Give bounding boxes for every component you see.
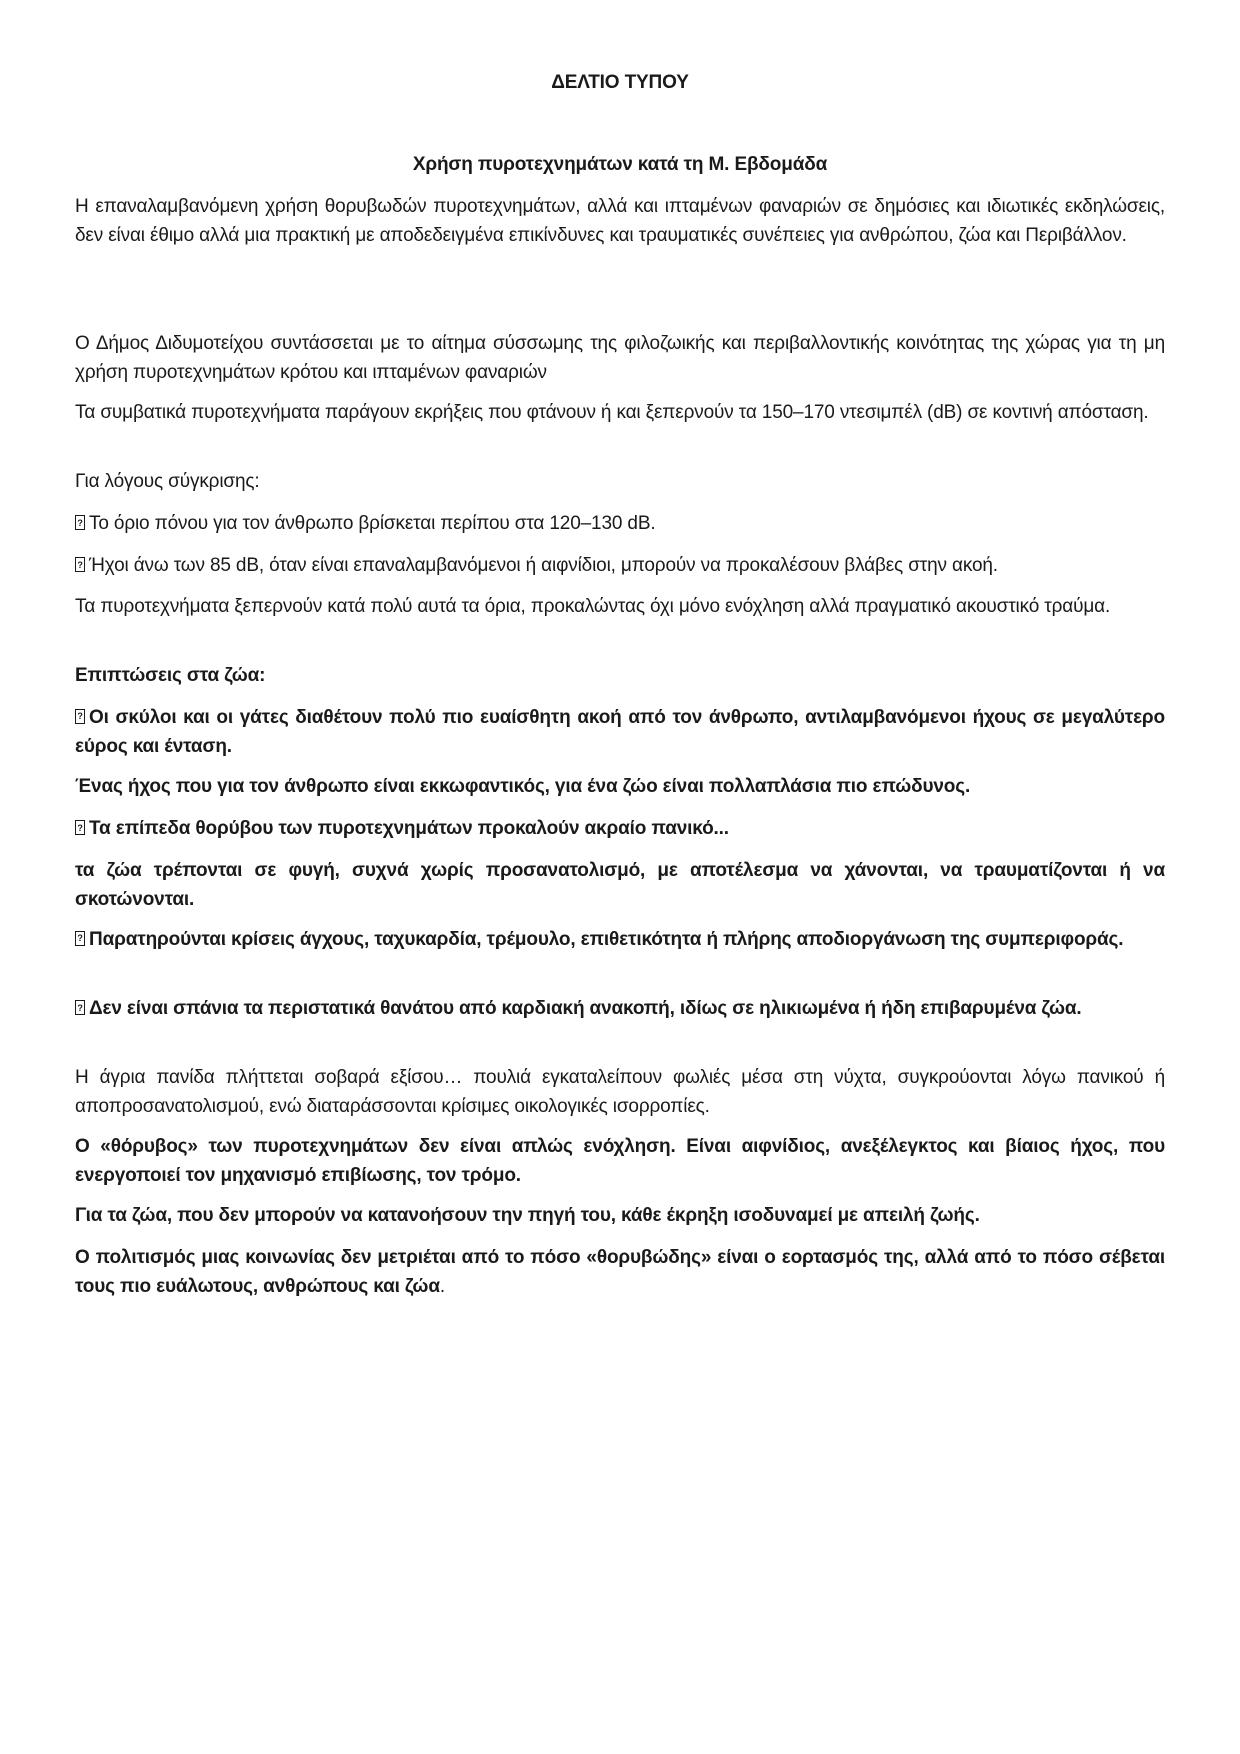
list-item: ?Παρατηρούνται κρίσεις άγχους, ταχυκαρδία, τρέμουλο, επιθετικότητα ή πλήρης αποδιοργάνωση της συμπεριφοράς. — [75, 925, 1165, 954]
comparison-intro: Για λόγους σύγκρισης: — [75, 471, 260, 492]
threat-paragraph: Για τα ζώα, που δεν μπορούν να κατανοήσουν την πηγή του, κάθε έκρηξη ισοδυναμεί με απειλή ζωής. — [75, 1205, 980, 1226]
municipality-paragraph: Ο Δήμος Διδυμοτείχου συντάσσεται με το αίτημα σύσσωμης της φιλοζωικής και περιβαλλοντικής κοινότητας της χώρας για τη μη χρήση πυροτεχνημάτων κρότου και ιπταμένων φαναριών — [75, 333, 1165, 383]
missing-glyph-icon — [75, 709, 85, 724]
list-item: ?Τα επίπεδα θορύβου των πυροτεχνημάτων προκαλούν ακραίο πανικό... — [75, 814, 1165, 844]
decibel-paragraph: Τα συμβατικά πυροτεχνήματα παράγουν εκρήξεις που φτάνουν ή και ξεπερνούν τα 150–170 ντεσιμπέλ (dB) σε κοντινή απόσταση. — [75, 402, 1149, 423]
document-subtitle: Χρήση πυροτεχνημάτων κατά τη Μ. Εβδομάδα — [412, 154, 828, 175]
list-item: ?Το όριο πόνου για τον άνθρωπο βρίσκεται περίπου στα 120–130 dB. — [75, 509, 1165, 539]
list-item: ?Οι σκύλοι και οι γάτες διαθέτουν πολύ πιο ευαίσθητη ακοή από τον άνθρωπο, αντιλαμβανόμενοι ήχους σε μεγαλύτερο εύρος και ένταση. — [75, 703, 1165, 761]
emphasis-paragraph: Ένας ήχος που για τον άνθρωπο είναι εκκωφαντικός, για ένα ζώο είναι πολλαπλάσια πιο επώδυνος. — [75, 776, 971, 797]
document-title: ΔΕΛΤΙΟ ΤΥΠΟΥ — [551, 72, 689, 93]
trauma-paragraph: Τα πυροτεχνήματα ξεπερνούν κατά πολύ αυτά τα όρια, προκαλώντας όχι μόνο ενόχληση αλλά πραγματικό ακουστικό τραύμα. — [75, 596, 1111, 617]
list-item: ?Δεν είναι σπάνια τα περιστατικά θανάτου από καρδιακή ανακοπή, ιδίως σε ηλικιωμένα ή ήδη επιβαρυμένα ζώα. — [75, 994, 1165, 1024]
intro-paragraph: Η επαναλαμβανόμενη χρήση θορυβωδών πυροτεχνημάτων, αλλά και ιπταμένων φαναριών σε δημόσιες και ιδιωτικές εκδηλώσεις, δεν είναι έθιμο αλλά μια πρακτική με αποδεδειγμένα επικίνδυνες και τραυματικές συνέπειες για ανθρώπου, ζώα και Περιβάλλον. — [75, 196, 1165, 246]
missing-glyph-icon — [75, 1000, 85, 1015]
missing-glyph-icon — [75, 557, 85, 572]
closing-paragraph: Ο πολιτισμός μιας κοινωνίας δεν μετριέται από το πόσο «θορυβώδης» είναι ο εορτασμός της, αλλά από το πόσο σέβεται τους πιο ευάλωτους, ανθρώπους και ζώα. — [75, 1247, 1165, 1297]
list-item: ?Ήχοι άνω των 85 dB, όταν είναι επαναλαμβανόμενοι ή αιφνίδιοι, μπορούν να προκαλέσουν βλάβες στην ακοή. — [75, 551, 1165, 581]
missing-glyph-icon — [75, 515, 85, 530]
panic-paragraph: τα ζώα τρέπονται σε φυγή, συχνά χωρίς προσανατολισμό, με αποτέλεσμα να χάνονται, να τραυματίζονται ή να σκοτώνονται. — [75, 860, 1165, 910]
missing-glyph-icon — [75, 820, 85, 835]
animals-heading: Επιπτώσεις στα ζώα: — [75, 665, 266, 686]
wildlife-paragraph: Η άγρια πανίδα πλήττεται σοβαρά εξίσου… πουλιά εγκαταλείπουν φωλιές μέσα στη νύχτα, συγκρούονται λόγω πανικού ή αποπροσανατολισμού, ενώ διαταράσσονται κρίσιμες οικολογικές ισορροπίες. — [75, 1067, 1165, 1117]
missing-glyph-icon — [75, 931, 85, 946]
noise-paragraph: Ο «θόρυβος» των πυροτεχνημάτων δεν είναι απλώς ενόχληση. Είναι αιφνίδιος, ανεξέλεγκτος και βίαιος ήχος, που ενεργοποιεί τον μηχανισμό επιβίωσης, τον τρόμο. — [75, 1136, 1165, 1186]
